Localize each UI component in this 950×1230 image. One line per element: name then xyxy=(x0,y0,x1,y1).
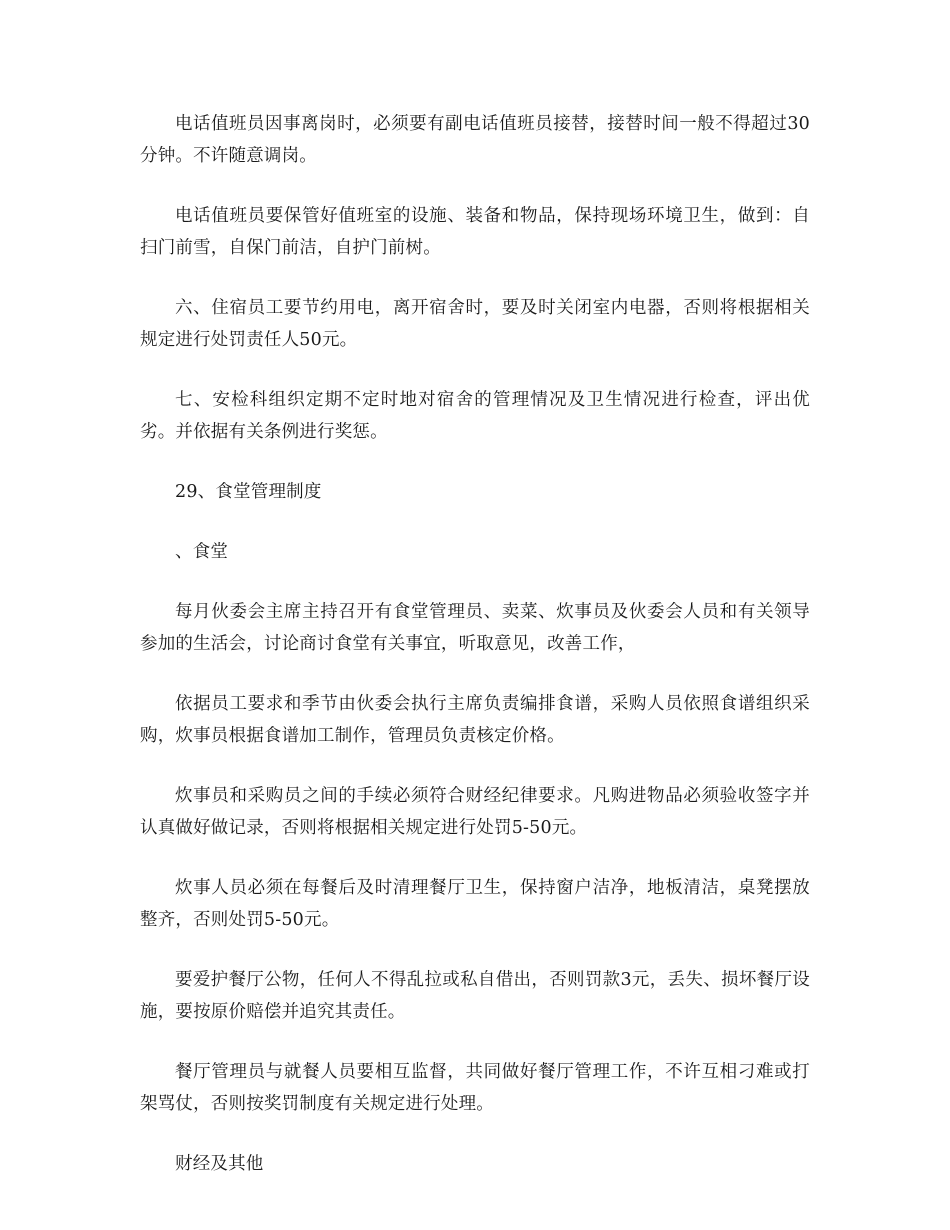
subsection-heading-finance-other: 财经及其他 xyxy=(175,1154,264,1174)
paragraph-dorm-inspection: 七、安检科组织定期不定时地对宿舍的管理情况及卫生情况进行检查，评出优劣。并依据有关条例进行奖惩。 xyxy=(140,390,810,442)
paragraph-public-property: 要爱护餐厅公物，任何人不得乱拉或私自借出，否则罚款3元，丢失、损坏餐厅设施，要按原价赔偿并追究其责任。 xyxy=(140,970,810,1022)
paragraph-menu-planning: 依据员工要求和季节由伙委会执行主席负责编排食谱，采购人员依照食谱组织采购，炊事员根据食谱加工制作，管理员负责核定价格。 xyxy=(140,694,810,746)
paragraph-mutual-supervision: 餐厅管理员与就餐人员要相互监督，共同做好餐厅管理工作，不许互相刁难或打架骂仗，否则按奖罚制度有关规定进行处理。 xyxy=(140,1062,810,1114)
paragraph-phone-duty-facilities: 电话值班员要保管好值班室的设施、装备和物品，保持现场环境卫生，做到：自扫门前雪，自保门前洁，自护门前树。 xyxy=(140,206,810,258)
subsection-heading-canteen: 、食堂 xyxy=(175,542,229,562)
section-heading-canteen-rules: 29、食堂管理制度 xyxy=(175,482,322,502)
paragraph-dorm-electricity: 六、住宿员工要节约用电，离开宿舍时，要及时关闭室内电器，否则将根据相关规定进行处罚责任人50元。 xyxy=(140,298,810,350)
paragraph-monthly-meeting: 每月伙委会主席主持召开有食堂管理员、卖菜、炊事员及伙委会人员和有关领导参加的生活会，讨论商讨食堂有关事宜，听取意见，改善工作， xyxy=(140,602,810,654)
paragraph-purchase-procedure: 炊事员和采购员之间的手续必须符合财经纪律要求。凡购进物品必须验收签字并认真做好做记录，否则将根据相关规定进行处罚5-50元。 xyxy=(140,786,810,838)
paragraph-phone-duty-handover: 电话值班员因事离岗时，必须要有副电话值班员接替，接替时间一般不得超过30分钟。不许随意调岗。 xyxy=(140,114,810,166)
paragraph-cleaning-duty: 炊事人员必须在每餐后及时清理餐厅卫生，保持窗户洁净，地板清洁，桌凳摆放整齐，否则处罚5-50元。 xyxy=(140,878,810,930)
